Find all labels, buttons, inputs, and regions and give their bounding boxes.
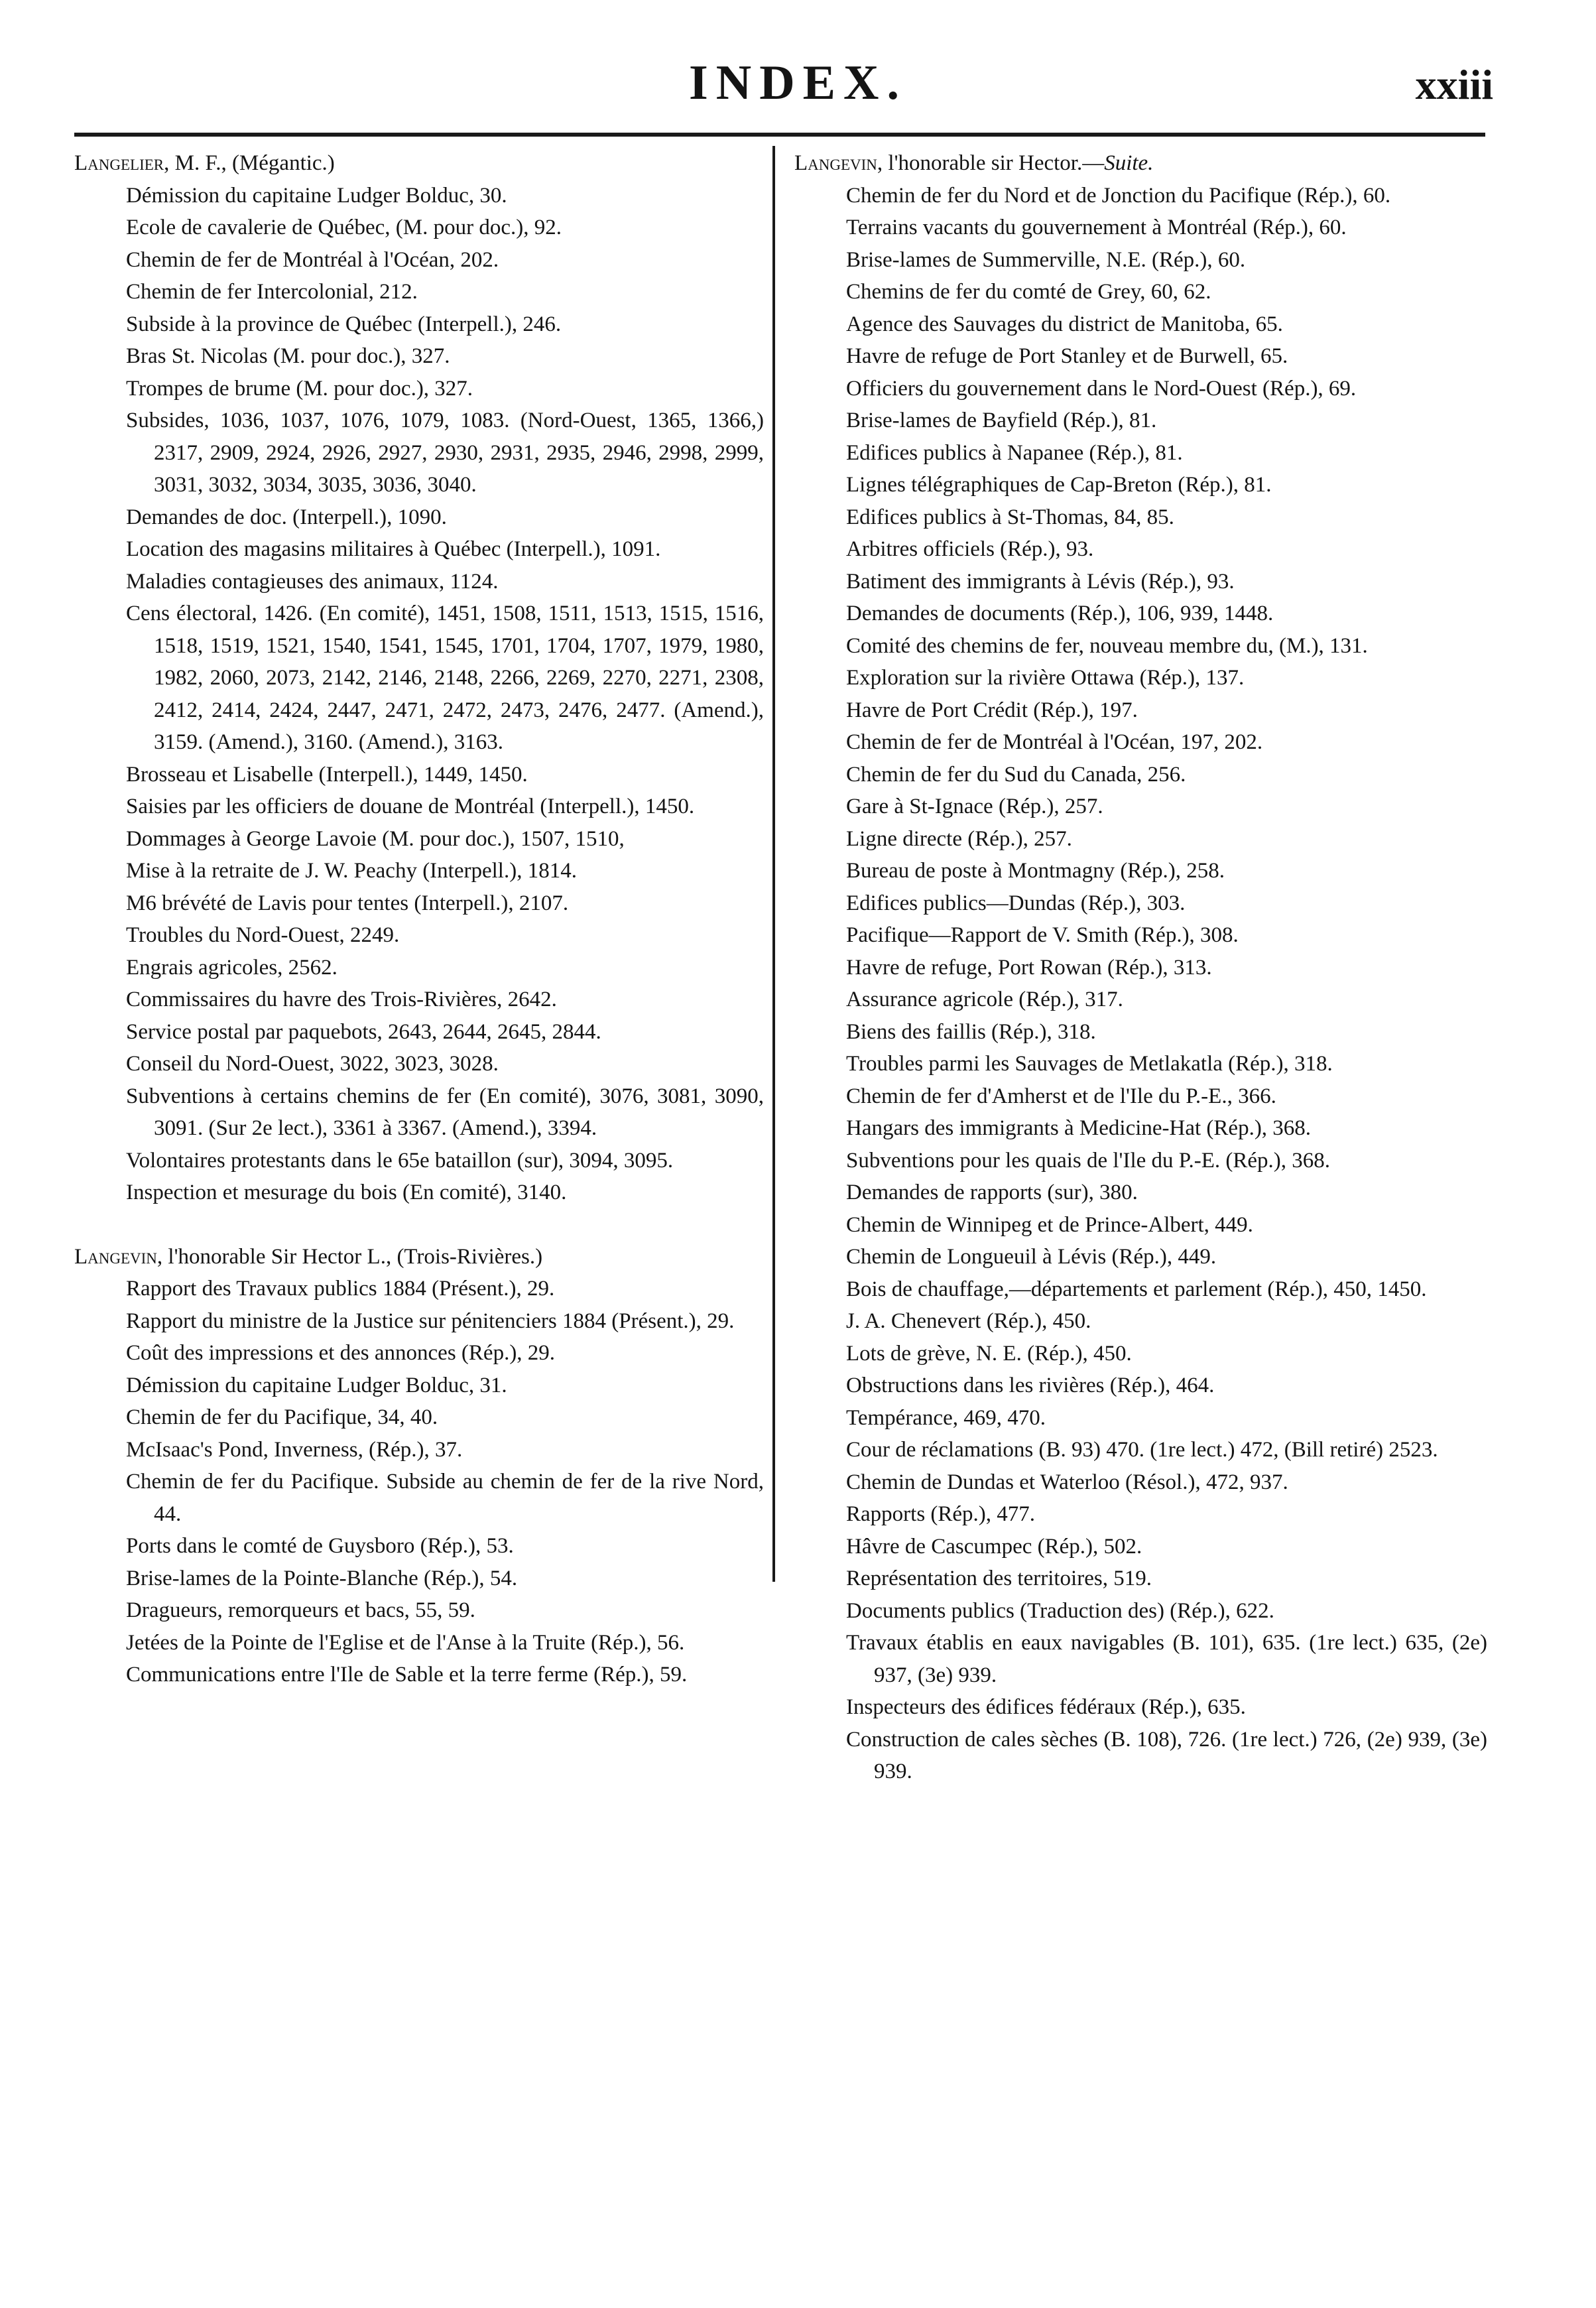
index-item: Brise-lames de Bayfield (Rép.), 81. xyxy=(846,409,1157,432)
index-item: Chemin de fer de Montréal à l'Océan, 197, 202. xyxy=(846,730,1263,754)
index-item: Demandes de rapports (sur), 380. xyxy=(846,1181,1138,1204)
index-entry xyxy=(74,147,764,1209)
index-item: Chemin de Winnipeg et de Prince-Albert, 449. xyxy=(846,1212,1253,1237)
index-item: Chemin de fer du Pacifique, 34, 40. xyxy=(126,1405,438,1429)
index-item: Volontaires protestants dans le 65e bataillon (sur), 3094, 3095. xyxy=(126,1148,674,1173)
index-item: Chemin de fer Intercolonial, 212. xyxy=(126,280,418,304)
index-item: Brosseau et Lisabelle (Interpell.), 1449, 1450. xyxy=(126,762,528,787)
index-item: Construction de cales sèches (B. 108), 726. (1re lect.) 726, (2e) 939, (3e) 939. xyxy=(846,1727,1487,1783)
index-item: Chemin de fer d'Amherst et de l'Ile du P.-E., 366. xyxy=(846,1084,1276,1108)
index-item: Démission du capitaine Ludger Bolduc, 31. xyxy=(126,1373,507,1397)
index-item: Ports dans le comté de Guysboro (Rép.), 53. xyxy=(126,1534,514,1558)
index-item: Saisies par les officiers de douane de Montréal (Interpell.), 1450. xyxy=(126,795,695,818)
index-item: Lots de grève, N. E. (Rép.), 450. xyxy=(846,1341,1132,1366)
index-item: Chemin de fer du Pacifique. Subside au chemin de fer de la rive Nord, 44. xyxy=(126,1470,764,1526)
index-item: M6 brévété de Lavis pour tentes (Interpell.), 2107. xyxy=(126,891,569,915)
index-item: Ligne directe (Rép.), 257. xyxy=(846,826,1072,851)
header-rule xyxy=(74,133,1485,137)
index-item: Terrains vacants du gouvernement à Montréal (Rép.), 60. xyxy=(846,216,1347,239)
entry-suite: Suite. xyxy=(1104,151,1154,175)
index-item: Tempérance, 469, 470. xyxy=(846,1405,1046,1430)
entry-name: Langevin xyxy=(794,151,877,175)
entry-heading xyxy=(74,1241,764,1273)
index-item: Communications entre l'Ile de Sable et la terre ferme (Rép.), 59. xyxy=(126,1663,688,1687)
entry-description: , l'honorable Sir Hector L., (Trois-Rivières.) xyxy=(156,1244,543,1269)
index-item: Agence des Sauvages du district de Manitoba, 65. xyxy=(846,312,1283,336)
right-column xyxy=(794,147,1487,1788)
index-item: Chemin de fer du Nord et de Jonction du Pacifique (Rép.), 60. xyxy=(846,183,1391,208)
index-item: Jetées de la Pointe de l'Eglise et de l'Anse à la Truite (Rép.), 56. xyxy=(126,1630,685,1655)
index-item: Location des magasins militaires à Québec (Interpell.), 1091. xyxy=(126,537,661,561)
index-item: Hâvre de Cascumpec (Rép.), 502. xyxy=(846,1534,1142,1559)
index-item: Ecole de cavalerie de Québec, (M. pour doc.), 92. xyxy=(126,216,562,239)
entry-description: , M. F., (Mégantic.) xyxy=(164,151,335,175)
index-item: Arbitres officiels (Rép.), 93. xyxy=(846,537,1094,561)
index-item: Batiment des immigrants à Lévis (Rép.), 93. xyxy=(846,569,1235,594)
index-item: Biens des faillis (Rép.), 318. xyxy=(846,1019,1096,1044)
entry-name: Langelier xyxy=(74,151,164,175)
index-item: Rapports (Rép.), 477. xyxy=(846,1502,1036,1526)
index-item: Engrais agricoles, 2562. xyxy=(126,955,338,980)
index-item: Gare à St-Ignace (Rép.), 257. xyxy=(846,795,1103,818)
index-item: McIsaac's Pond, Inverness, (Rép.), 37. xyxy=(126,1437,463,1462)
index-item: Bras St. Nicolas (M. pour doc.), 327. xyxy=(126,344,450,368)
entry-description: , l'honorable sir Hector.— xyxy=(877,151,1105,175)
index-item: Comité des chemins de fer, nouveau membre du, (M.), 131. xyxy=(846,633,1368,658)
index-item: Subsides, 1036, 1037, 1076, 1079, 1083. (Nord-Ouest, 1365, 1366,) 2317, 2909, 2924, 2926, 2927, 2930, 2931, 2935, 2946, 2998, 2999, 3031, 3032, 3034, 3035, 3036, 3040. xyxy=(126,409,764,497)
index-item: Brise-lames de la Pointe-Blanche (Rép.), 54. xyxy=(126,1566,518,1590)
index-item: Bureau de poste à Montmagny (Rép.), 258. xyxy=(846,859,1225,883)
index-item: Subventions pour les quais de l'Ile du P.-E. (Rép.), 368. xyxy=(846,1148,1331,1173)
index-item: Obstructions dans les rivières (Rép.), 464. xyxy=(846,1374,1215,1397)
index-item: Rapport des Travaux publics 1884 (Présent.), 29. xyxy=(126,1277,555,1301)
index-entry xyxy=(74,1241,764,1691)
page-number: xxiii xyxy=(1415,61,1493,108)
index-item: Travaux établis en eaux navigables (B. 101), 635. (1re lect.) 635, (2e) 937, (3e) 939. xyxy=(846,1631,1487,1687)
column-divider xyxy=(772,146,775,1582)
index-item: Maladies contagieuses des animaux, 1124. xyxy=(126,569,499,594)
index-item: Havre de refuge, Port Rowan (Rép.), 313. xyxy=(846,955,1212,980)
index-item: Commissaires du havre des Trois-Rivières, 2642. xyxy=(126,988,557,1011)
index-item: Demandes de documents (Rép.), 106, 939, 1448. xyxy=(846,602,1274,625)
index-item: Hangars des immigrants à Medicine-Hat (Rép.), 368. xyxy=(846,1116,1312,1140)
page-title: INDEX. xyxy=(689,56,907,110)
index-item: Conseil du Nord-Ouest, 3022, 3023, 3028. xyxy=(126,1052,499,1076)
left-column xyxy=(74,147,764,1691)
index-item: Documents publics (Traduction des) (Rép.), 622. xyxy=(846,1598,1274,1623)
entry-name: Langevin xyxy=(74,1244,157,1269)
index-item: Trompes de brume (M. pour doc.), 327. xyxy=(126,376,473,401)
index-item: Mise à la retraite de J. W. Peachy (Interpell.), 1814. xyxy=(126,859,577,883)
index-item: Lignes télégraphiques de Cap-Breton (Rép.), 81. xyxy=(846,473,1272,497)
index-item: Officiers du gouvernement dans le Nord-Ouest (Rép.), 69. xyxy=(846,376,1357,401)
index-item: Service postal par paquebots, 2643, 2644, 2645, 2844. xyxy=(126,1019,601,1044)
index-item: Inspection et mesurage du bois (En comité), 3140. xyxy=(126,1181,567,1204)
index-item: Edifices publics—Dundas (Rép.), 303. xyxy=(846,891,1186,915)
index-item: Pacifique—Rapport de V. Smith (Rép.), 308. xyxy=(846,923,1239,947)
entry-heading xyxy=(74,147,764,180)
index-item: Dommages à George Lavoie (M. pour doc.), 1507, 1510, xyxy=(126,826,625,851)
index-item: Exploration sur la rivière Ottawa (Rép.), 137. xyxy=(846,666,1245,690)
index-item: Edifices publics à Napanee (Rép.), 81. xyxy=(846,440,1183,465)
index-item: Dragueurs, remorqueurs et bacs, 55, 59. xyxy=(126,1598,475,1622)
index-item: Subside à la province de Québec (Interpell.), 246. xyxy=(126,312,562,336)
index-item: Chemins de fer du comté de Grey, 60, 62. xyxy=(846,280,1211,304)
index-item: Edifices publics à St-Thomas, 84, 85. xyxy=(846,505,1174,529)
index-item: Brise-lames de Summerville, N.E. (Rép.), 60. xyxy=(846,247,1246,272)
entry-heading xyxy=(794,147,1487,180)
index-item: Havre de Port Crédit (Rép.), 197. xyxy=(846,698,1138,722)
index-item: Bois de chauffage,—départements et parlement (Rép.), 450, 1450. xyxy=(846,1277,1427,1301)
index-item: Subventions à certains chemins de fer (En comité), 3076, 3081, 3090, 3091. (Sur 2e lect.), 3361 à 3367. (Amend.), 3394. xyxy=(126,1084,764,1140)
index-item: Troubles du Nord-Ouest, 2249. xyxy=(126,923,400,947)
index-item: Rapport du ministre de la Justice sur pénitenciers 1884 (Présent.), 29. xyxy=(126,1309,735,1333)
index-item: Troubles parmi les Sauvages de Metlakatla (Rép.), 318. xyxy=(846,1052,1333,1076)
index-item: Démission du capitaine Ludger Bolduc, 30. xyxy=(126,183,507,208)
index-item: J. A. Chenevert (Rép.), 450. xyxy=(846,1309,1091,1333)
index-item: Chemin de Dundas et Waterloo (Résol.), 472, 937. xyxy=(846,1470,1288,1494)
index-item: Inspecteurs des édifices fédéraux (Rép.), 635. xyxy=(846,1695,1246,1719)
index-item: Cour de réclamations (B. 93) 470. (1re lect.) 472, (Bill retiré) 2523. xyxy=(846,1438,1438,1462)
index-item: Demandes de doc. (Interpell.), 1090. xyxy=(126,505,447,529)
index-entry xyxy=(794,147,1487,1788)
index-item: Chemin de fer du Sud du Canada, 256. xyxy=(846,762,1186,787)
index-item: Coût des impressions et des annonces (Rép.), 29. xyxy=(126,1341,556,1365)
index-item: Cens électoral, 1426. (En comité), 1451, 1508, 1511, 1513, 1515, 1516, 1518, 1519, 1521, 1540, 1541, 1545, 1701, 1704, 1707, 1979, 1980, 1982, 2060, 2073, 2142, 2146, 2148, 2266, 2269, 2270, 2271, 2308, 2412, 2414, 2424, 2447, 2471, 2472, 2473, 2476, 2477. (Amend.), 3159. (Amend.), 3160. (Amend.), 3163. xyxy=(126,602,764,754)
index-item: Havre de refuge de Port Stanley et de Burwell, 65. xyxy=(846,344,1288,368)
index-item: Chemin de Longueuil à Lévis (Rép.), 449. xyxy=(846,1245,1217,1269)
index-item: Assurance agricole (Rép.), 317. xyxy=(846,988,1123,1011)
index-item: Chemin de fer de Montréal à l'Océan, 202. xyxy=(126,247,499,272)
index-item: Représentation des territoires, 519. xyxy=(846,1567,1152,1590)
